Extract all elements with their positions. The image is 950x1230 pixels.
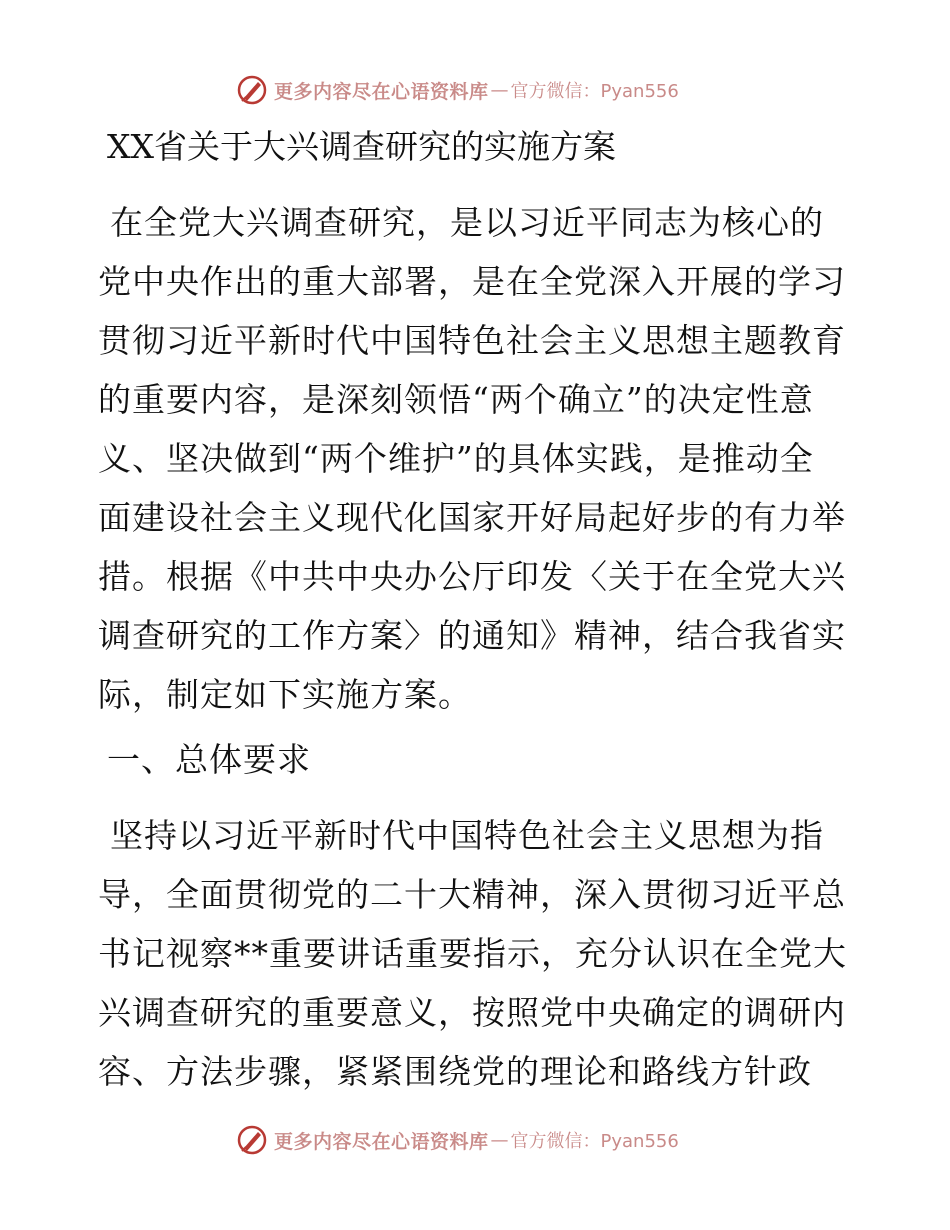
document-title: XX省关于大兴调查研究的实施方案 [107,127,616,166]
paragraph-line: 容、方法步骤，紧紧围绕党的理论和路线方针政 [98,1052,812,1091]
paragraph-line: 书记视察**重要讲话重要指示，充分认识在全党大 [98,934,847,973]
paragraph-line: 的重要内容，是深刻领悟“两个确立”的决定性意 [98,380,814,419]
header-watermark [236,70,756,110]
paragraph-line: 际，制定如下实施方案。 [98,675,472,714]
watermark-separator: — [490,1129,509,1151]
paragraph-line: 党中央作出的重大部署，是在全党深入开展的学习 [98,262,846,301]
paragraph-line: 兴调查研究的重要意义，按照党中央确定的调研内 [98,993,846,1032]
paragraph-line: 在全党大兴调查研究，是以习近平同志为核心的 [110,203,824,242]
paragraph-line: 坚持以习近平新时代中国特色社会主义思想为指 [110,816,824,855]
footer-watermark [236,1120,756,1160]
watermark-site-text: 更多内容尽在心语资料库 [274,1130,489,1153]
intro-paragraph [98,193,858,724]
paragraph-line: 义、坚决做到“两个维护”的具体实践，是推动全 [98,439,814,478]
watermark-separator: — [490,79,509,101]
paragraph-line: 调查研究的工作方案〉的通知》精神，结合我省实 [98,616,846,655]
paragraph-line: 措。根据《中共中央办公厅印发〈关于在全党大兴 [98,557,846,596]
quill-pen-logo-icon [236,74,268,106]
paragraph-line: 贯彻习近平新时代中国特色社会主义思想主题教育 [98,321,846,360]
watermark-site-text: 更多内容尽在心语资料库 [274,80,489,103]
section-paragraph [98,806,858,1101]
watermark-contact: 官方微信：Pyan556 [510,1131,679,1152]
quill-pen-logo-icon [236,1124,268,1156]
paragraph-line: 面建设社会主义现代化国家开好局起好步的有力举 [98,498,846,537]
paragraph-line: 导，全面贯彻党的二十大精神，深入贯彻习近平总 [98,875,846,914]
section-heading: 一、总体要求 [107,740,311,779]
watermark-contact: 官方微信：Pyan556 [510,81,679,102]
